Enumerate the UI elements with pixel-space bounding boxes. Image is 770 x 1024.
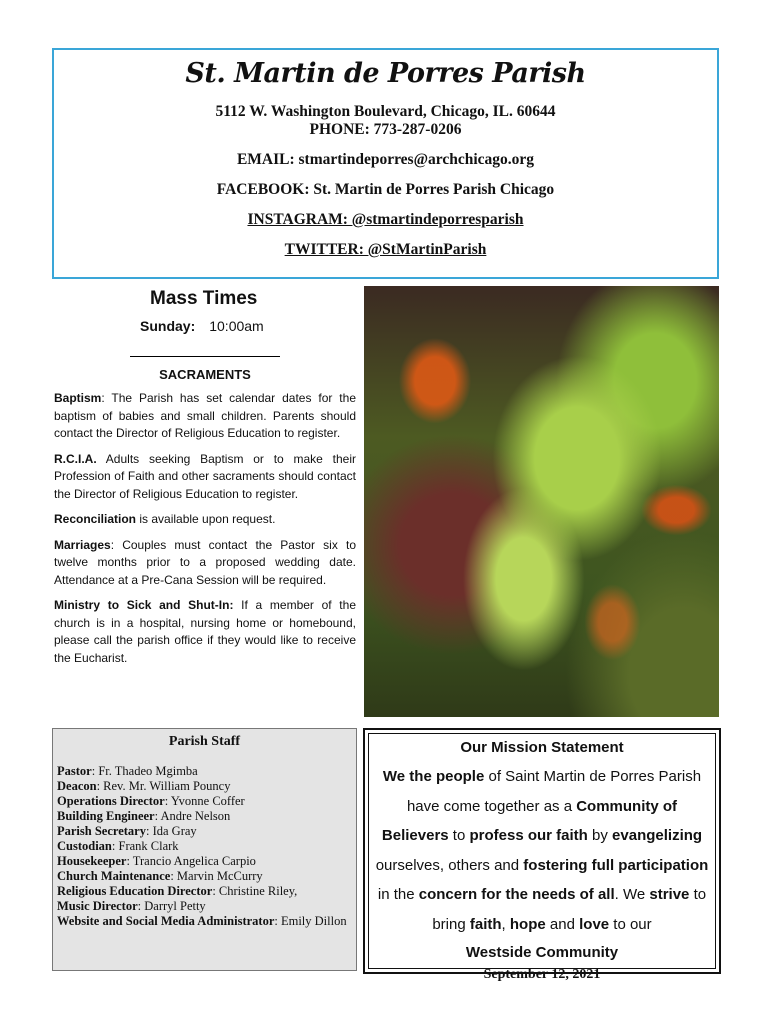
ministry-text: If a member of the church is in a hospital, nursing home or homebound, please call the parish office if they would like to receive the Eucharist. <box>54 598 356 665</box>
staff-name: : Marvin McCurry <box>170 869 263 883</box>
staff-row <box>57 779 352 794</box>
staff-row <box>57 854 352 869</box>
rcia-label: R.C.I.A. <box>54 451 97 466</box>
parish-address: 5112 W. Washington Boulevard, Chicago, IL. 60644 <box>215 103 556 120</box>
staff-title: Parish Staff <box>168 734 241 749</box>
rcia-text: Adults seeking Baptism or to make their Profession of Faith and other sacraments should contact the Director of Religious Education to register. <box>54 451 356 501</box>
mission-text: of Saint Martin de Porres Parish have come together as a <box>406 768 702 815</box>
mission-statement-box <box>363 728 721 982</box>
garden-plants-photo <box>364 286 719 717</box>
parish-header <box>52 48 719 279</box>
parish-twitter-link[interactable]: TWITTER: @StMartinParish <box>284 241 487 258</box>
ministry-paragraph <box>54 597 356 667</box>
sacraments-title: SACRAMENTS <box>159 367 251 382</box>
staff-name: : Andre Nelson <box>154 809 231 823</box>
divider <box>130 356 280 357</box>
staff-role: Custodian <box>57 839 112 853</box>
parish-email: EMAIL: stmartindeporres@archchicago.org <box>236 151 535 168</box>
mass-time: 10:00am <box>209 318 264 334</box>
staff-role: Music Director <box>57 899 138 913</box>
staff-row <box>57 764 352 779</box>
parish-instagram-link[interactable]: INSTAGRAM: @stmartindeporresparish <box>247 211 524 228</box>
staff-row <box>57 884 352 899</box>
parish-title: St. Martin de Porres Parish <box>185 58 586 89</box>
staff-role: Housekeeper <box>57 854 127 868</box>
mission-inner-frame <box>368 733 716 982</box>
mass-times-title: Mass Times <box>150 288 258 309</box>
mission-body <box>369 762 715 939</box>
marriages-text: : Couples must contact the Pastor six to twelve months prior to a proposed wedding date. Attendance at a Pre-Cana Session will be required. <box>54 537 356 587</box>
staff-row <box>57 794 352 809</box>
mission-emphasis: We the people <box>382 768 485 785</box>
staff-role: Church Maintenance <box>57 869 171 883</box>
marriages-label: Marriages <box>54 537 111 552</box>
reconciliation-label: Reconciliation <box>54 512 137 526</box>
mission-emphasis: concern for the needs of all <box>418 886 615 903</box>
staff-row <box>57 809 352 824</box>
left-column <box>54 288 356 667</box>
staff-role: Building Engineer <box>57 809 155 823</box>
ministry-label: Ministry to Sick and Shut-In: <box>54 598 234 612</box>
staff-name: : Darryl Petty <box>137 899 206 913</box>
staff-role: Deacon <box>57 779 97 793</box>
mission-text: ourselves, others and <box>375 856 524 874</box>
mission-emphasis: evangelizing <box>612 827 703 844</box>
parish-staff-box <box>52 728 357 971</box>
mission-community: Westside Community <box>465 944 619 961</box>
mission-text: and <box>545 915 580 933</box>
mission-text: by <box>587 827 613 844</box>
staff-row <box>57 869 352 884</box>
staff-role: Religious Education Director <box>57 884 213 898</box>
staff-name: : Fr. Thadeo Mgimba <box>91 764 198 778</box>
mission-text: to our <box>609 915 652 933</box>
staff-row <box>57 824 352 839</box>
mission-emphasis: love <box>579 915 610 933</box>
parish-facebook: FACEBOOK: St. Martin de Porres Parish Chicago <box>216 181 555 198</box>
parish-phone: PHONE: 773-287-0206 <box>309 121 462 138</box>
staff-list <box>57 764 352 929</box>
staff-row <box>57 914 352 929</box>
mass-sunday <box>140 318 356 334</box>
staff-name: : Trancio Angelica Carpio <box>126 854 256 868</box>
mission-emphasis: Community of Believers <box>381 797 678 844</box>
staff-name: : Christine Riley, <box>212 884 298 898</box>
reconciliation-paragraph <box>54 511 356 529</box>
staff-name: : Frank Clark <box>111 839 179 853</box>
mission-emphasis: hope <box>509 915 546 933</box>
reconciliation-text: is available upon request. <box>136 512 276 526</box>
mission-text: . We <box>614 886 650 903</box>
staff-role: Parish Secretary <box>57 824 146 838</box>
mass-day: Sunday: <box>140 318 196 334</box>
mission-title: Our Mission Statement <box>460 739 624 756</box>
staff-name: : Emily Dillon <box>274 914 347 928</box>
staff-name: : Ida Gray <box>145 824 197 838</box>
mission-text: , <box>501 915 510 933</box>
baptism-text: : The Parish has set calendar dates for the baptism of babies and small children. Parents should contact the Director of Religious Education to register. <box>54 391 356 440</box>
staff-role: Pastor <box>57 764 92 778</box>
mission-text: to <box>448 827 470 844</box>
mission-text: in the <box>377 886 419 903</box>
mission-emphasis: fostering full participation <box>523 856 709 874</box>
staff-name: : Yvonne Coffer <box>164 794 245 808</box>
staff-role: Operations Director <box>57 794 165 808</box>
staff-row <box>57 839 352 854</box>
mission-emphasis: profess our faith <box>469 827 588 844</box>
mission-emphasis: strive <box>649 886 690 903</box>
rcia-paragraph <box>54 451 356 504</box>
staff-row <box>57 899 352 914</box>
mission-text: to bring <box>432 886 707 933</box>
staff-name: : Rev. Mr. William Pouncy <box>96 779 231 793</box>
mission-emphasis: faith <box>469 915 502 933</box>
baptism-label: Baptism <box>54 391 102 405</box>
marriages-paragraph <box>54 537 356 590</box>
baptism-paragraph <box>54 390 356 443</box>
bulletin-date: September 12, 2021 <box>483 967 601 982</box>
staff-role: Website and Social Media Administrator <box>57 914 275 928</box>
